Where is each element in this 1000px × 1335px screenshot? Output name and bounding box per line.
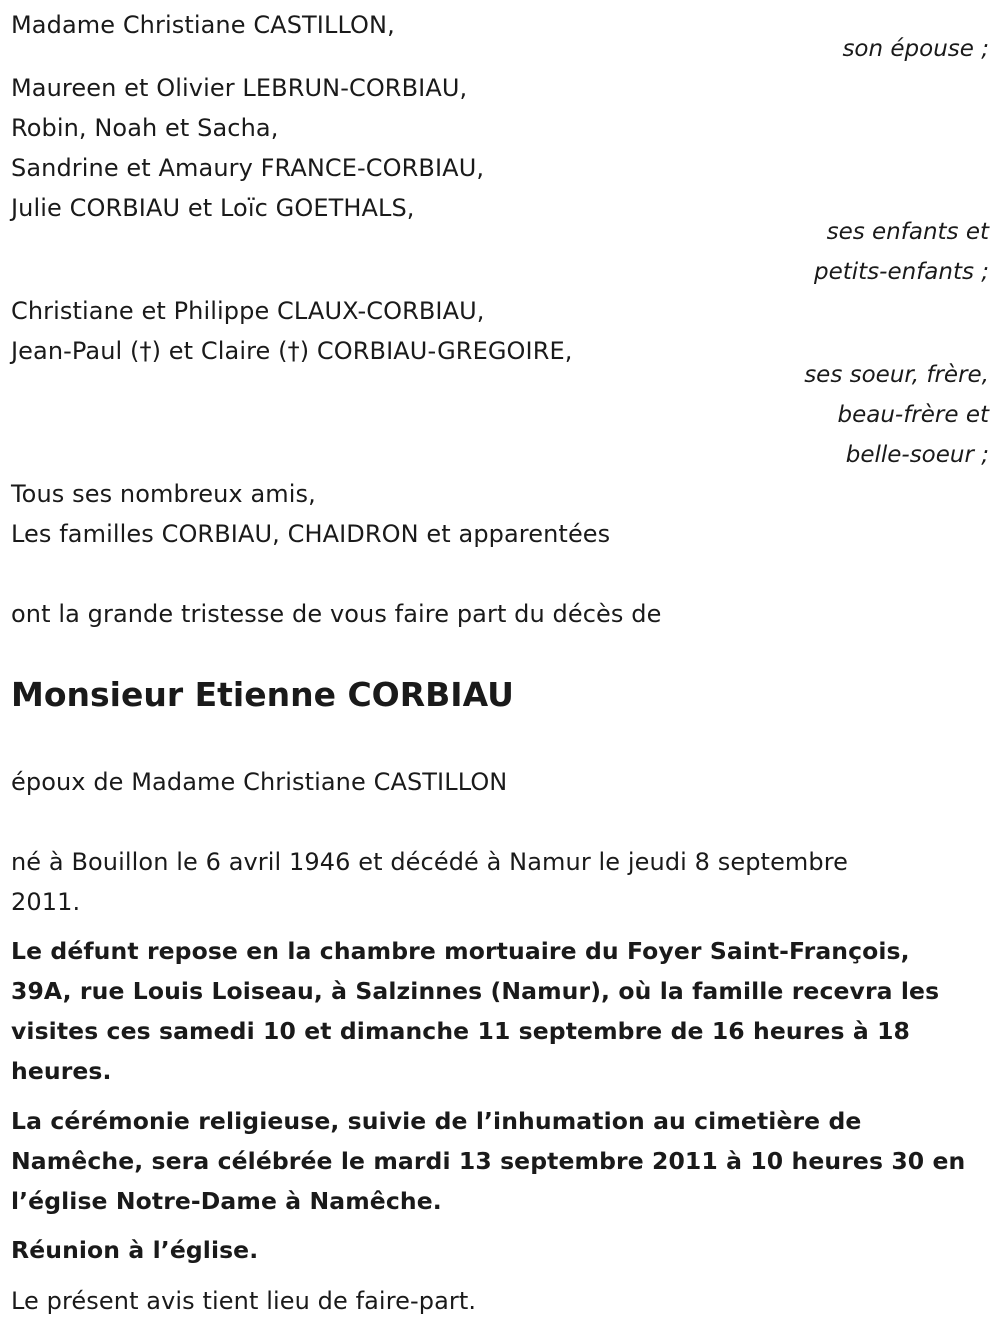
visitation-line: visites ces samedi 10 et dimanche 11 septembre de 16 heures à 18 [11,1017,910,1045]
birth-death-line: 2011. [11,888,81,916]
siblings-line: Christiane et Philippe CLAUX-CORBIAU, [11,297,485,325]
siblings-line-with-crosses [11,331,572,371]
children-line: Julie CORBIAU et Loïc GOETHALS, [11,194,415,222]
cross-icon: † [287,337,300,365]
spouse-name: Madame Christiane CASTILLON, [11,11,395,39]
ceremony-line: La cérémonie religieuse, suivie de l’inhumation au cimetière de [11,1107,862,1135]
cross-icon: † [139,337,152,365]
ceremony-line: l’église Notre-Dame à Namêche. [11,1187,442,1215]
children-role-line: petits-enfants ; [813,259,989,285]
others-line: Tous ses nombreux amis, [11,480,316,508]
siblings-role-line: belle-soeur ; [845,442,989,468]
visitation-line: Le défunt repose en la chambre mortuaire du Foyer Saint-François, [11,937,910,965]
siblings-text-b: ) et Claire ( [151,337,288,365]
spouse-role: son épouse ; [842,36,989,62]
children-line: Sandrine et Amaury FRANCE-CORBIAU, [11,154,485,182]
announcement: ont la grande tristesse de vous faire part du décès de [11,600,662,628]
visitation-line: heures. [11,1057,112,1085]
visitation-line: 39A, rue Louis Loiseau, à Salzinnes (Namur), où la famille recevra les [11,977,940,1005]
reunion-note: Réunion à l’église. [11,1236,259,1264]
others-line: Les familles CORBIAU, CHAIDRON et apparentées [11,520,611,548]
siblings-text-a: Jean-Paul ( [11,337,140,365]
birth-death-line: né à Bouillon le 6 avril 1946 et décédé à Namur le jeudi 8 septembre [11,848,849,876]
deceased-name: Monsieur Etienne CORBIAU [11,675,514,714]
children-line: Maureen et Olivier LEBRUN-CORBIAU, [11,74,468,102]
siblings-text-c: ) CORBIAU-GREGOIRE, [299,337,573,365]
ceremony-line: Namêche, sera célébrée le mardi 13 septembre 2011 à 10 heures 30 en [11,1147,966,1175]
siblings-role-line: ses soeur, frère, [804,362,989,388]
deceased-spouse-of: époux de Madame Christiane CASTILLON [11,768,508,796]
children-role-line: ses enfants et [826,219,989,245]
closing-note: Le présent avis tient lieu de faire-part. [11,1287,477,1315]
siblings-role-line: beau-frère et [837,402,989,428]
children-line: Robin, Noah et Sacha, [11,114,279,142]
